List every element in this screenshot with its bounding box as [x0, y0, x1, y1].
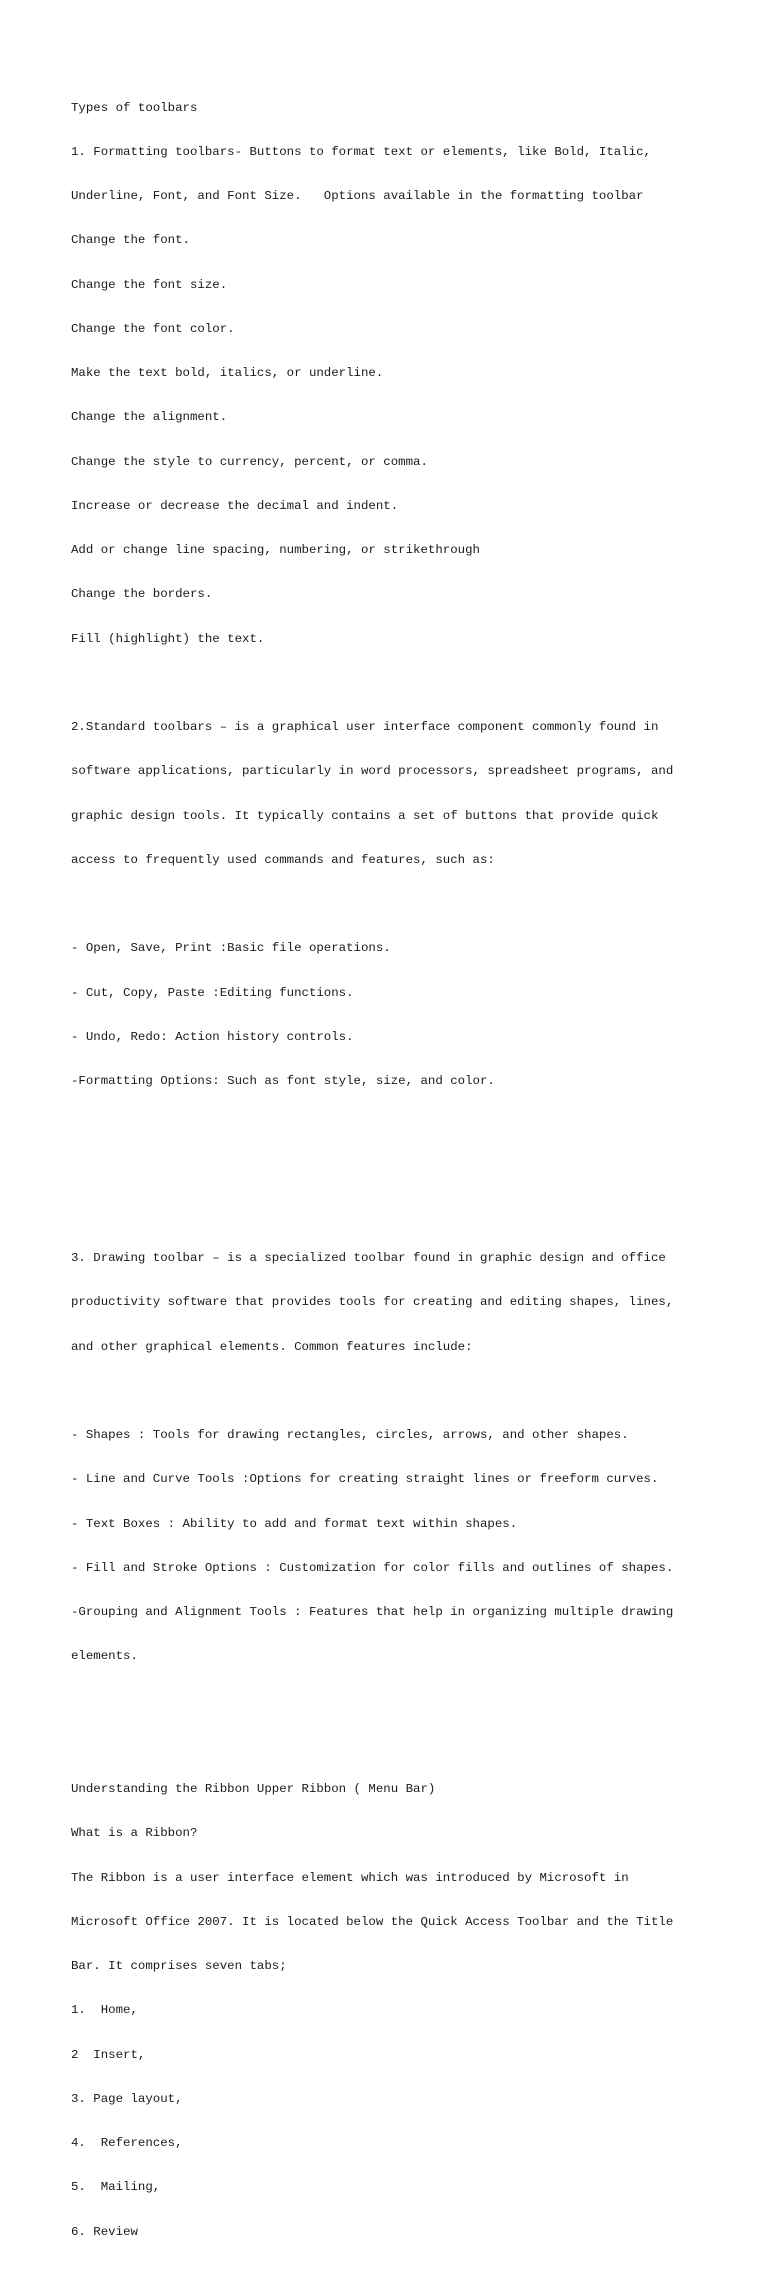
list-item: Change the borders. — [71, 587, 213, 602]
text-line: The Ribbon is a user interface element which was introduced by Microsoft in — [71, 1870, 629, 1885]
document-body — [71, 71, 711, 2269]
text-line: elements. — [71, 1649, 138, 1664]
heading-understanding-ribbon: Understanding the Ribbon Upper Ribbon ( Menu Bar) — [71, 1782, 436, 1796]
list-item: -Grouping and Alignment Tools : Features that help in organizing multiple drawing — [71, 1605, 674, 1619]
heading-types-of-toolbars: Types of toolbars — [71, 100, 198, 115]
blank-line — [71, 1118, 711, 1133]
text-line: Underline, Font, and Font Size. Options available in the formatting toolbar — [71, 189, 644, 203]
list-item: - Text Boxes : Ability to add and format text within shapes. — [71, 1516, 518, 1531]
text-line: graphic design tools. It typically contains a set of buttons that provide quick — [71, 808, 659, 823]
text-line: and other graphical elements. Common features include: — [71, 1339, 473, 1354]
list-item: 6. Review — [71, 2224, 138, 2239]
list-item: 2 Insert, — [71, 2047, 146, 2062]
list-item: - Open, Save, Print :Basic file operations. — [71, 941, 391, 956]
list-item: - Shapes : Tools for drawing rectangles, circles, arrows, and other shapes. — [71, 1428, 629, 1442]
list-item: 4. References, — [71, 2136, 183, 2150]
text-line: 3. Drawing toolbar – is a specialized toolbar found in graphic design and office — [71, 1251, 666, 1265]
list-item: 1. Home, — [71, 2003, 138, 2018]
list-item: Add or change line spacing, numbering, or strikethrough — [71, 543, 480, 557]
text-line: 1. Formatting toolbars- Buttons to format text or elements, like Bold, Italic, — [71, 144, 651, 159]
text-line: productivity software that provides tools for creating and editing shapes, lines, — [71, 1295, 674, 1310]
text-line: Microsoft Office 2007. It is located below the Quick Access Toolbar and the Title — [71, 1914, 674, 1929]
list-item: Change the alignment. — [71, 410, 228, 425]
list-item: - Undo, Redo: Action history controls. — [71, 1029, 354, 1044]
list-item: 5. Mailing, — [71, 2180, 161, 2195]
blank-line — [71, 1384, 711, 1399]
list-item: Increase or decrease the decimal and indent. — [71, 498, 399, 513]
blank-line — [71, 1163, 711, 1178]
list-item: 3. Page layout, — [71, 2091, 183, 2106]
blank-line — [71, 1694, 711, 1709]
text-line: Bar. It comprises seven tabs; — [71, 1959, 287, 1973]
heading-what-is-ribbon: What is a Ribbon? — [71, 1826, 198, 1841]
list-item: Make the text bold, italics, or underline. — [71, 366, 384, 380]
blank-line — [71, 1207, 711, 1222]
list-item: - Fill and Stroke Options : Customization for color fills and outlines of shapes. — [71, 1560, 674, 1575]
blank-line — [71, 1738, 711, 1753]
list-item: Fill (highlight) the text. — [71, 631, 265, 646]
blank-line — [71, 897, 711, 912]
text-line: software applications, particularly in word processors, spreadsheet programs, and — [71, 764, 674, 779]
list-item: Change the font color. — [71, 321, 235, 336]
list-item: - Cut, Copy, Paste :Editing functions. — [71, 985, 354, 1000]
list-item: -Formatting Options: Such as font style, size, and color. — [71, 1074, 495, 1088]
list-item: Change the font. — [71, 233, 190, 248]
list-item: Change the font size. — [71, 277, 228, 292]
text-line: 2.Standard toolbars – is a graphical user interface component commonly found in — [71, 720, 659, 734]
list-item: Change the style to currency, percent, or comma. — [71, 454, 428, 469]
blank-line — [71, 676, 711, 691]
text-line: access to frequently used commands and features, such as: — [71, 852, 495, 867]
list-item: - Line and Curve Tools :Options for creating straight lines or freeform curves. — [71, 1472, 659, 1487]
